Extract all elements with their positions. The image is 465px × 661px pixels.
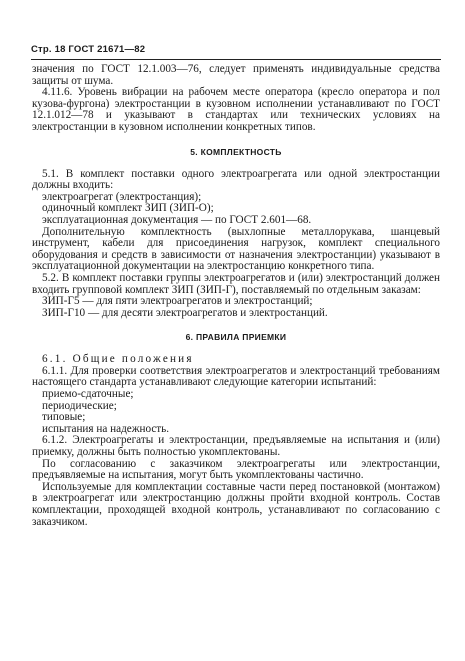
list-item: типовые; (42, 411, 86, 424)
list-item-zip-g5: ЗИП-Г5 — для пяти электроагрегатов и электростанций; (42, 295, 313, 308)
paragraph-additional-set: Дополнительную комплектность (выхлопные металлорукава, шанцевый инструмент, кабели для присоединения нагрузок, комплект специального оборудования и средств в зависимости от назначения электростанции) указывают в эксплуатационной документации на электростанцию конкретного типа. (32, 225, 440, 273)
list-item: эксплуатационная документация — по ГОСТ 2.601—68. (42, 213, 312, 226)
list-item-zip-g10: ЗИП-Г10 — для десяти электроагрегатов и электростанций. (42, 306, 328, 319)
list-item: одиночный комплект ЗИП (ЗИП-О); (42, 202, 214, 215)
paragraph-5-1: 5.1. В комплект поставки одного электроагрегата или одной электростанции должны входить: (32, 167, 440, 192)
paragraph-incoming-control: Используемые для комплектации составные части перед постановкой (монтажом) в электроагрегат или электростанцию должны пройти входной контроль. Состав комплектации, проходящей входной контроль, устанавливают по согласованию с заказчиком. (32, 480, 440, 528)
paragraph-continued: значения по ГОСТ 12.1.003—76, следует применять индивидуальные средства защиты от шума. (32, 63, 440, 87)
document-body (32, 64, 440, 528)
page-header: Стр. 18 ГОСТ 21671—82 (31, 44, 146, 55)
list-item: испытания на надежность. (42, 422, 170, 435)
section-heading-6: 6. ПРАВИЛА ПРИЕМКИ (185, 332, 287, 343)
paragraph-4-11-6: 4.11.6. Уровень вибрации на рабочем месте оператора (кресло оператора и пол кузова-фургона) электростанции в кузовном исполнении устанавливают по ГОСТ 12.1.012—78 и указывают в стандартах или технических условиях на электростанции в кузовном исполнении конкретных типов. (32, 86, 440, 133)
header-rule (31, 59, 441, 60)
paragraph-agreement: По согласованию с заказчиком электроагрегаты или электростанции, предъявляемые на испытания, могут быть укомплектованы частично. (32, 457, 440, 482)
subsection-heading-6-1: 6.1. Общие положения (42, 353, 194, 366)
list-item: электроагрегат (электростанция); (42, 190, 202, 203)
list-item: приемо-сдаточные; (42, 388, 134, 401)
section-heading-5: 5. КОМПЛЕКТНОСТЬ (190, 146, 282, 157)
paragraph-6-1-1: 6.1.1. Для проверки соответствия электроагрегатов и электростанций требованиям настоящего стандарта устанавливают следующие категории испытаний: (32, 364, 440, 389)
paragraph-6-1-2: 6.1.2. Электроагрегаты и электростанции, предъявляемые на испытания и (или) приемку, должны быть полностью укомплектованы. (32, 434, 440, 459)
paragraph-5-2: 5.2. В комплект поставки группы электроагрегатов и (или) электростанций должен входить групповой комплект ЗИП (ЗИП-Г), поставляемый по отдельным заказам: (32, 271, 440, 296)
list-item: периодические; (42, 399, 117, 412)
